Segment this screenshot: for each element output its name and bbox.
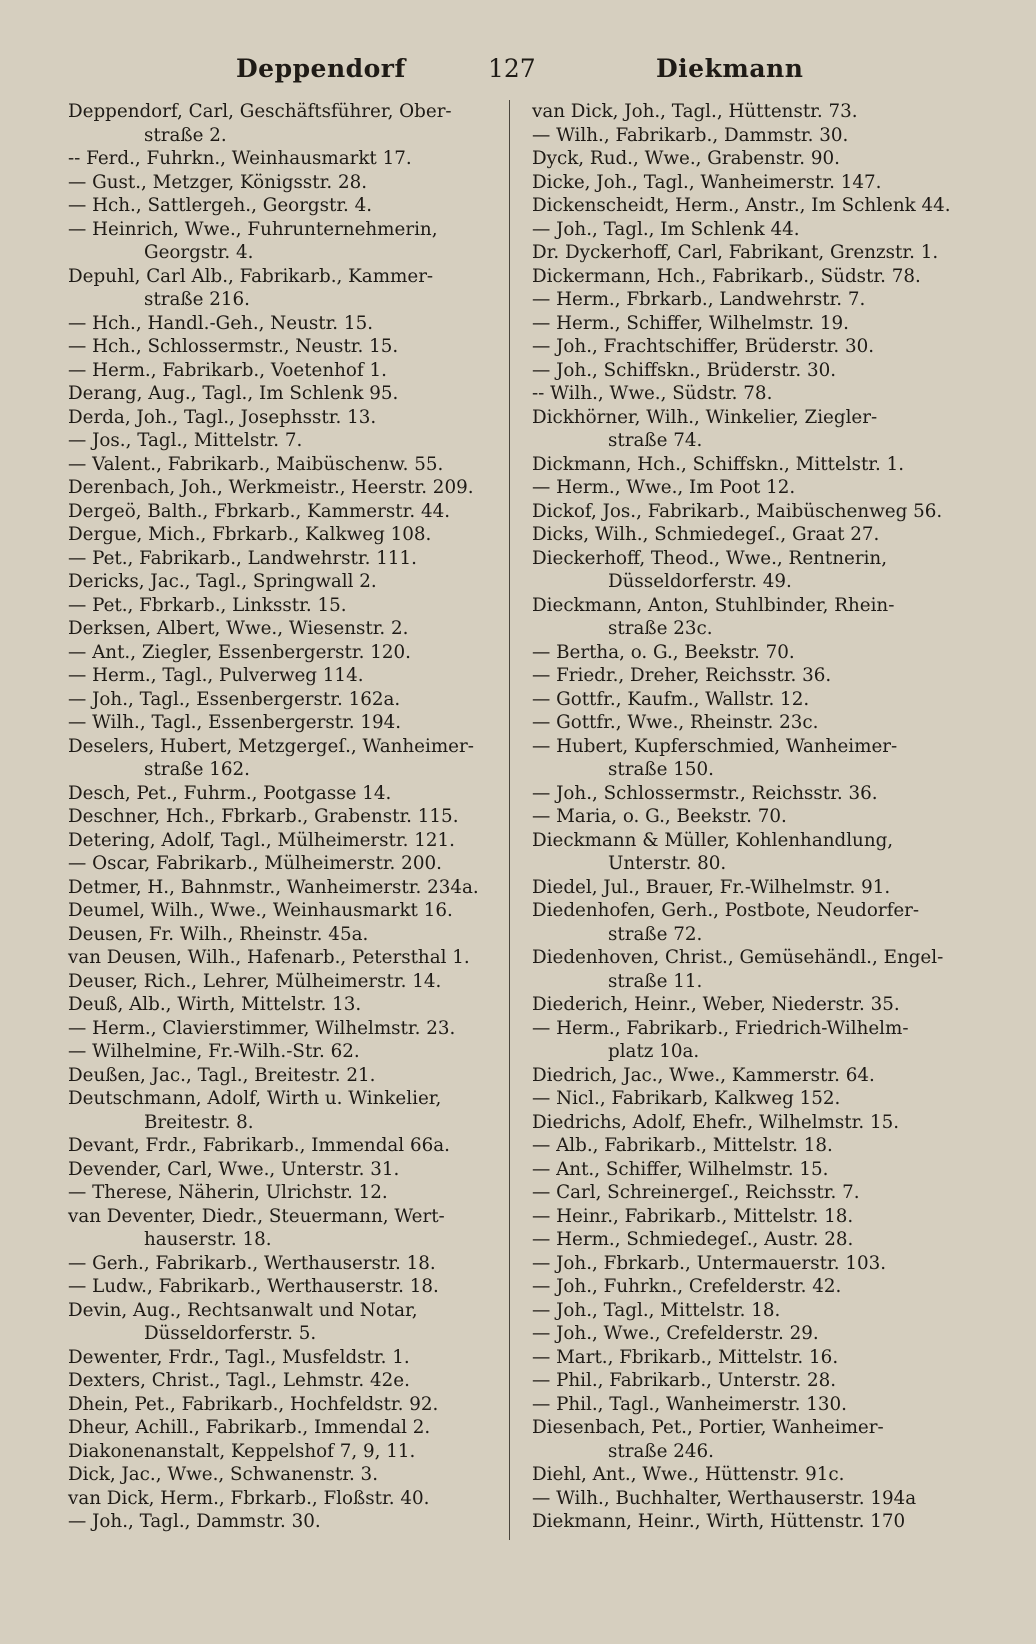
directory-entry	[68, 1393, 513, 1417]
directory-entry	[532, 100, 977, 124]
directory-entry	[68, 1064, 513, 1088]
directory-entry	[532, 1134, 977, 1158]
entry-text: Dieckmann & Müller, Kohlenhandlung,	[532, 829, 894, 851]
entry-continuation: straße 246.	[608, 1440, 714, 1462]
entry-text: — Mart., Fbrikarb., Mittelstr. 16.	[532, 1346, 839, 1368]
directory-entry	[532, 782, 977, 806]
entry-text: Deuß, Alb., Wirth, Mittelstr. 13.	[68, 994, 362, 1015]
directory-entry	[532, 547, 977, 594]
entry-text: Derenbach, Joh., Werkmeistr., Heerstr. 209.	[68, 477, 474, 498]
directory-entry	[532, 946, 977, 993]
entry-text: — Jos., Tagl., Mittelstr. 7.	[68, 430, 303, 451]
entry-text: Dicke, Joh., Tagl., Wanheimerstr. 147.	[532, 171, 882, 193]
entry-text: — Alb., Fabrikarb., Mittelstr. 18.	[532, 1135, 833, 1156]
directory-entry	[532, 1181, 977, 1205]
directory-entry	[68, 1205, 513, 1252]
entry-text: Dexters, Christ., Tagl., Lehmstr. 42e.	[68, 1370, 410, 1391]
entry-text: Diedenhoven, Christ., Gemüsehändl., Engel-	[532, 947, 944, 968]
entry-continuation: Düsseldorferstr. 49.	[608, 571, 792, 592]
entry-text: Derang, Aug., Tagl., Im Schlenk 95.	[68, 383, 399, 404]
directory-entry	[532, 1205, 977, 1229]
entry-text: Deußen, Jac., Tagl., Breitestr. 21.	[68, 1064, 376, 1086]
entry-continuation: Georgstr. 4.	[144, 242, 254, 263]
directory-entry	[68, 876, 513, 900]
entry-text: Derda, Joh., Tagl., Josephsstr. 13.	[68, 406, 377, 428]
entry-text: — Joh., Tagl., Dammstr. 30.	[68, 1511, 321, 1532]
entry-continuation: Breitestr. 8.	[144, 1111, 254, 1133]
entry-text: Dickof, Jos., Fabrikarb., Maibüschenweg 56.	[532, 500, 943, 522]
directory-entry	[532, 993, 977, 1017]
entry-text: -- Wilh., Wwe., Südstr. 78.	[532, 383, 773, 404]
directory-entry	[532, 1463, 977, 1487]
entry-text: Diederich, Heinr., Weber, Niederstr. 35.	[532, 994, 900, 1015]
directory-entry	[68, 923, 513, 947]
entry-text: — Wilh., Buchhalter, Werthauserstr. 194a	[532, 1487, 917, 1509]
entry-text: — Gust., Metzger, Königsstr. 28.	[68, 171, 368, 193]
entry-continuation: straße 2.	[144, 124, 227, 146]
entry-text: Derksen, Albert, Wwe., Wiesenstr. 2.	[68, 618, 409, 639]
directory-entry	[532, 218, 977, 242]
directory-entry	[532, 1228, 977, 1252]
entry-text: — Herm., Wwe., Im Poot 12.	[532, 477, 796, 498]
entry-text: van Dick, Herm., Fbrkarb., Floßstr. 40.	[68, 1487, 430, 1509]
entry-continuation: hauserstr. 18.	[144, 1229, 272, 1250]
directory-entry	[532, 1064, 977, 1088]
directory-entry	[532, 1393, 977, 1417]
directory-entry	[532, 829, 977, 876]
entry-text: Dicks, Wilh., Schmiedegeſ., Graat 27.	[532, 524, 880, 545]
directory-entry	[532, 711, 977, 735]
entry-text: — Herm., Clavierstimmer, Wilhelmstr. 23.	[68, 1017, 456, 1039]
directory-entry	[532, 735, 977, 782]
directory-entry	[68, 1275, 513, 1299]
entry-text: — Wilh., Tagl., Essenbergerstr. 194.	[68, 712, 402, 733]
directory-entry	[68, 100, 513, 147]
entry-text: — Pet., Fabrikarb., Landwehrstr. 111.	[68, 547, 417, 569]
entry-text: Dieckmann, Anton, Stuhlbinder, Rhein-	[532, 594, 895, 616]
entry-text: — Ant., Ziegler, Essenbergerstr. 120.	[68, 641, 411, 663]
entry-text: — Therese, Näherin, Ulrichstr. 12.	[68, 1182, 388, 1203]
entry-text: Deutschmann, Adolf, Wirth u. Winkelier,	[68, 1088, 442, 1109]
entry-text: Detmer, H., Bahnmstr., Wanheimerstr. 234a.	[68, 876, 479, 898]
entry-text: — Phil., Fabrikarb., Unterstr. 28.	[532, 1370, 837, 1391]
directory-entry	[68, 1134, 513, 1158]
directory-entry	[68, 335, 513, 359]
right-column	[532, 100, 977, 1534]
entry-continuation: Düsseldorferstr. 5.	[144, 1323, 317, 1344]
directory-entry	[68, 1416, 513, 1440]
entry-text: Depuhl, Carl Alb., Fabrikarb., Kammer-	[68, 265, 434, 287]
entry-text: — Herm., Schiffer, Wilhelmstr. 19.	[532, 312, 849, 334]
directory-entry	[68, 500, 513, 524]
directory-entry	[532, 359, 977, 383]
directory-entry	[532, 265, 977, 289]
directory-entry	[532, 194, 977, 218]
entry-text: — Hch., Handl.-Geh., Neustr. 15.	[68, 312, 374, 334]
directory-entry	[68, 735, 513, 782]
directory-entry	[68, 523, 513, 547]
directory-entry	[532, 1346, 977, 1370]
directory-entry	[68, 1369, 513, 1393]
entry-text: Deselers, Hubert, Metzgergeſ., Wanheimer-	[68, 735, 474, 757]
entry-text: Deppendorf, Carl, Geschäftsführer, Ober-	[68, 101, 452, 122]
entry-continuation: straße 72.	[608, 923, 703, 945]
entry-text: van Dick, Joh., Tagl., Hüttenstr. 73.	[532, 101, 858, 122]
entry-text: — Joh., Fbrkarb., Untermauerstr. 103.	[532, 1252, 887, 1274]
entry-text: — Joh., Fuhrkn., Crefelderstr. 42.	[532, 1276, 842, 1297]
directory-entry	[68, 1463, 513, 1487]
directory-entry	[68, 382, 513, 406]
directory-entry	[532, 641, 977, 665]
entry-text: — Ant., Schiffer, Wilhelmstr. 15.	[532, 1158, 829, 1180]
entry-text: Dickhörner, Wilh., Winkelier, Ziegler-	[532, 406, 878, 428]
directory-entry	[532, 382, 977, 406]
directory-entry	[532, 1369, 977, 1393]
entry-text: — Gottfr., Kaufm., Wallstr. 12.	[532, 688, 810, 710]
directory-entry	[532, 147, 977, 171]
directory-entry	[68, 1299, 513, 1346]
directory-entry	[532, 1158, 977, 1182]
entry-text: — Phil., Tagl., Wanheimerstr. 130.	[532, 1393, 847, 1415]
entry-text: Devant, Frdr., Fabrikarb., Immendal 66a.	[68, 1135, 450, 1156]
entry-text: Dieckerhoff, Theod., Wwe., Rentnerin,	[532, 547, 888, 569]
directory-entry	[68, 218, 513, 265]
directory-entry	[532, 876, 977, 900]
entry-text: Dickenscheidt, Herm., Anstr., Im Schlenk 44.	[532, 195, 951, 216]
directory-entry	[532, 1322, 977, 1346]
directory-entry	[68, 453, 513, 477]
directory-entry	[532, 1017, 977, 1064]
entry-text: Deschner, Hch., Fbrkarb., Grabenstr. 115.	[68, 806, 459, 827]
directory-entry	[68, 899, 513, 923]
directory-entry	[68, 852, 513, 876]
entry-text: — Carl, Schreinergeſ., Reichsstr. 7.	[532, 1182, 860, 1203]
entry-continuation: Unterstr. 80.	[608, 853, 727, 874]
entry-text: Dergeö, Balth., Fbrkarb., Kammerstr. 44.	[68, 500, 451, 522]
page-header	[60, 48, 976, 88]
entry-text: Diakonenanstalt, Keppelshof 7, 9, 11.	[68, 1440, 416, 1462]
entry-text: Dick, Jac., Wwe., Schwanenstr. 3.	[68, 1464, 379, 1485]
directory-entry	[68, 476, 513, 500]
entry-text: — Joh., Tagl., Essenbergerstr. 162a.	[68, 688, 401, 710]
directory-entry	[68, 194, 513, 218]
entry-text: — Joh., Tagl., Mittelstr. 18.	[532, 1299, 781, 1321]
entry-text: Diedrich, Jac., Wwe., Kammerstr. 64.	[532, 1064, 875, 1086]
entry-text: Dickermann, Hch., Fabrikarb., Südstr. 78.	[532, 265, 921, 287]
directory-entry	[532, 406, 977, 453]
entry-text: — Joh., Frachtschiffer, Brüderstr. 30.	[532, 336, 875, 357]
entry-text: — Maria, o. G., Beekstr. 70.	[532, 806, 787, 827]
entry-text: — Valent., Fabrikarb., Maibüschenw. 55.	[68, 453, 444, 475]
directory-entry	[68, 1346, 513, 1370]
directory-entry	[532, 1252, 977, 1276]
directory-entry	[532, 171, 977, 195]
directory-entry	[68, 805, 513, 829]
entry-continuation: straße 11.	[608, 970, 703, 992]
entry-text: — Joh., Tagl., Im Schlenk 44.	[532, 218, 800, 240]
directory-entry	[532, 335, 977, 359]
directory-entry	[68, 711, 513, 735]
entry-text: Deuser, Rich., Lehrer, Mülheimerstr. 14.	[68, 970, 442, 992]
entry-text: — Wilhelmine, Fr.-Wilh.-Str. 62.	[68, 1041, 360, 1062]
entry-text: — Joh., Schlossermstr., Reichsstr. 36.	[532, 782, 878, 804]
directory-entry	[68, 946, 513, 970]
entry-text: — Joh., Schiffskn., Brüderstr. 30.	[532, 359, 837, 381]
directory-entry	[68, 617, 513, 641]
entry-text: Dr. Dyckerhoff, Carl, Fabrikant, Grenzstr. 1.	[532, 242, 939, 263]
entry-text: — Wilh., Fabrikarb., Dammstr. 30.	[532, 124, 849, 146]
entry-text: Diekmann, Heinr., Wirth, Hüttenstr. 170	[532, 1511, 906, 1532]
directory-entry	[68, 1252, 513, 1276]
entry-text: Dericks, Jac., Tagl., Springwall 2.	[68, 571, 377, 592]
directory-entry	[532, 1510, 977, 1534]
directory-entry	[68, 594, 513, 618]
entry-text: Deumel, Wilh., Wwe., Weinhausmarkt 16.	[68, 900, 453, 921]
directory-entry	[68, 171, 513, 195]
entry-text: Dickmann, Hch., Schiffskn., Mittelstr. 1.	[532, 453, 905, 475]
entry-text: Dyck, Rud., Wwe., Grabenstr. 90.	[532, 148, 840, 169]
directory-entry	[68, 1158, 513, 1182]
entry-text: Diesenbach, Pet., Portier, Wanheimer-	[532, 1417, 884, 1438]
directory-entry	[68, 1487, 513, 1511]
directory-entry	[532, 500, 977, 524]
directory-entry	[532, 805, 977, 829]
entry-text: Diehl, Ant., Wwe., Hüttenstr. 91c.	[532, 1464, 845, 1485]
directory-entry	[68, 547, 513, 571]
directory-entry	[68, 641, 513, 665]
directory-entry	[68, 265, 513, 312]
entry-text: — Herm., Fbrkarb., Landwehrstr. 7.	[532, 289, 866, 310]
directory-entry	[532, 1087, 977, 1111]
entry-text: van Deventer, Diedr., Steuermann, Wert-	[68, 1205, 445, 1227]
header-first-name: Deppendorf	[236, 54, 406, 83]
directory-entry	[68, 1440, 513, 1464]
header-last-name: Diekmann	[656, 54, 804, 83]
entry-text: — Heinr., Fabrikarb., Mittelstr. 18.	[532, 1205, 854, 1227]
entry-text: — Herm., Fabrikarb., Voetenhof 1.	[68, 359, 387, 381]
directory-entry	[532, 1299, 977, 1323]
entry-text: Deusen, Fr. Wilh., Rheinstr. 45a.	[68, 923, 369, 945]
directory-entry	[68, 664, 513, 688]
entry-text: — Ludw., Fabrikarb., Werthauserstr. 18.	[68, 1276, 439, 1297]
directory-entry	[68, 406, 513, 430]
directory-entry	[68, 429, 513, 453]
entry-continuation: straße 150.	[608, 759, 714, 780]
directory-entry	[532, 1487, 977, 1511]
entry-text: van Deusen, Wilh., Hafenarb., Petersthal 1.	[68, 947, 470, 968]
entry-text: Devender, Carl, Wwe., Unterstr. 31.	[68, 1158, 400, 1180]
entry-text: Dergue, Mich., Fbrkarb., Kalkweg 108.	[68, 524, 432, 545]
page-number: 127	[488, 54, 536, 83]
directory-entry	[532, 664, 977, 688]
directory-entry	[532, 241, 977, 265]
directory-entry	[68, 570, 513, 594]
directory-entry	[532, 688, 977, 712]
directory-entry	[68, 782, 513, 806]
entry-text: Dhein, Pet., Fabrikarb., Hochfeldstr. 92.	[68, 1393, 439, 1415]
entry-continuation: straße 23c.	[608, 618, 713, 639]
entry-text: — Hch., Sattlergeh., Georgstr. 4.	[68, 195, 373, 216]
entry-text: Diedel, Jul., Brauer, Fr.-Wilhelmstr. 91.	[532, 876, 891, 898]
directory-entry	[532, 476, 977, 500]
directory-entry	[532, 453, 977, 477]
entry-text: — Friedr., Dreher, Reichsstr. 36.	[532, 665, 832, 686]
entry-text: — Nicl., Fabrikarb, Kalkweg 152.	[532, 1088, 841, 1109]
directory-entry	[532, 594, 977, 641]
entry-text: — Hch., Schlossermstr., Neustr. 15.	[68, 336, 399, 357]
directory-entry	[532, 288, 977, 312]
directory-entry	[68, 993, 513, 1017]
entry-text: — Joh., Wwe., Crefelderstr. 29.	[532, 1323, 819, 1344]
directory-entry	[532, 899, 977, 946]
entry-text: — Herm., Schmiedegeſ., Austr. 28.	[532, 1229, 854, 1250]
entry-text: Diedenhofen, Gerh., Postbote, Neudorfer-	[532, 900, 920, 921]
entry-text: Detering, Adolf, Tagl., Mülheimerstr. 121.	[68, 829, 455, 851]
directory-entry	[68, 829, 513, 853]
directory-entry	[532, 312, 977, 336]
directory-entry	[68, 1510, 513, 1534]
entry-text: Devin, Aug., Rechtsanwalt und Notar,	[68, 1299, 418, 1321]
directory-entry	[68, 1087, 513, 1134]
entry-continuation: straße 162.	[144, 759, 250, 780]
directory-entry	[68, 147, 513, 171]
entry-text: — Herm., Tagl., Pulverweg 114.	[68, 665, 364, 686]
entry-text: — Gottfr., Wwe., Rheinstr. 23c.	[532, 712, 819, 733]
directory-entry	[532, 1416, 977, 1463]
entry-text: — Herm., Fabrikarb., Friedrich-Wilhelm-	[532, 1017, 909, 1039]
entry-text: -- Ferd., Fuhrkn., Weinhausmarkt 17.	[68, 148, 412, 169]
directory-entry	[68, 312, 513, 336]
left-column	[68, 100, 513, 1534]
directory-entry	[68, 1017, 513, 1041]
entry-continuation: straße 216.	[144, 289, 250, 310]
directory-entry	[68, 970, 513, 994]
entry-text: — Gerh., Fabrikarb., Werthauserstr. 18.	[68, 1252, 436, 1274]
entry-continuation: platz 10a.	[608, 1041, 700, 1062]
directory-entry	[532, 1111, 977, 1135]
entry-text: — Hubert, Kupferschmied, Wanheimer-	[532, 735, 898, 757]
entry-text: Diedrichs, Adolf, Ehefr., Wilhelmstr. 15.	[532, 1111, 900, 1133]
entry-text: — Oscar, Fabrikarb., Mülheimerstr. 200.	[68, 853, 442, 874]
entry-text: Dewenter, Frdr., Tagl., Musfeldstr. 1.	[68, 1346, 410, 1368]
directory-entry	[68, 688, 513, 712]
directory-entry	[68, 1181, 513, 1205]
directory-entry	[532, 124, 977, 148]
entry-continuation: straße 74.	[608, 430, 703, 451]
entry-text: — Bertha, o. G., Beekstr. 70.	[532, 641, 795, 663]
directory-entry	[532, 523, 977, 547]
entry-text: Desch, Pet., Fuhrm., Pootgasse 14.	[68, 782, 392, 804]
directory-entry	[68, 359, 513, 383]
entry-text: — Heinrich, Wwe., Fuhrunternehmerin,	[68, 218, 438, 240]
entry-text: Dheur, Achill., Fabrikarb., Immendal 2.	[68, 1417, 431, 1438]
directory-entry	[68, 1040, 513, 1064]
entry-text: — Pet., Fbrkarb., Linksstr. 15.	[68, 594, 347, 616]
directory-entry	[532, 1275, 977, 1299]
